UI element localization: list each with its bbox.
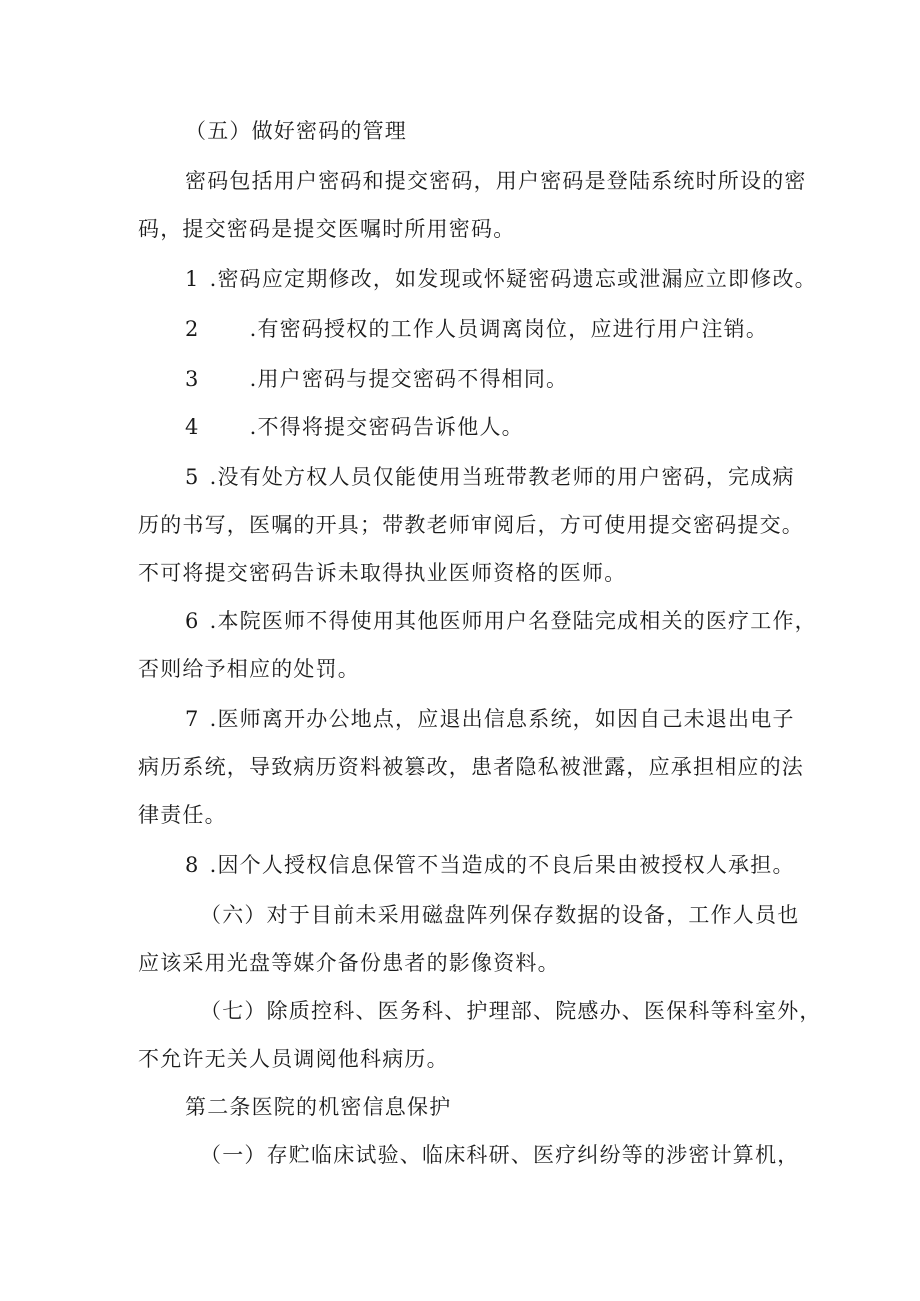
paragraph-line: 历的书写，医嘱的开具；带教老师审阅后，方可使用提交密码提交。	[138, 513, 804, 537]
article-2-item-1: （一）存贮临床试验、临床科研、医疗纠纷等的涉密计算机，	[200, 1143, 800, 1167]
item-dot: .	[209, 853, 218, 877]
item-dot: .	[209, 465, 218, 489]
paragraph-line: 律责任。	[138, 803, 227, 827]
item-number: 6	[185, 609, 200, 633]
item-text: 没有处方权人员仅能使用当班带教老师的用户密码，完成病	[217, 465, 795, 489]
paragraph-line: 码，提交密码是提交医嘱时所用密码。	[138, 217, 516, 241]
item-dot: .	[249, 367, 258, 391]
item-dot: .	[209, 267, 218, 291]
item-number: 4	[185, 415, 200, 439]
item-number: 8	[185, 853, 200, 877]
paragraph-line: 密码包括用户密码和提交密码，用户密码是登陆系统时所设的密	[185, 169, 807, 193]
item-dot: .	[249, 415, 258, 439]
item-number: 3	[185, 367, 200, 391]
item-number: 2	[185, 317, 200, 341]
paragraph-line: （七）除质控科、医务科、护理部、院感办、医保科等科室外，	[200, 999, 822, 1023]
item-number: 5	[185, 465, 200, 489]
paragraph-line: 病历系统，导致病历资料被篡改，患者隐私被泄露，应承担相应的法	[138, 755, 804, 779]
item-text: 本院医师不得使用其他医师用户名登陆完成相关的医疗工作，	[217, 609, 817, 633]
item-number: 1	[185, 267, 200, 291]
item-text: 密码应定期修改，如发现或怀疑密码遗忘或泄漏应立即修改。	[217, 267, 817, 291]
item-number: 7	[185, 707, 200, 731]
paragraph-line: 不允许无关人员调阅他科病历。	[138, 1047, 449, 1071]
item-text: 不得将提交密码告诉他人。	[257, 415, 524, 439]
item-text: 医师离开办公地点，应退出信息系统，如因自己未退出电子	[217, 707, 795, 731]
item-text: 有密码授权的工作人员调离岗位，应进行用户注销。	[257, 317, 769, 341]
article-2-heading: 第二条医院的机密信息保护	[185, 1095, 452, 1119]
item-text: 因个人授权信息保管不当造成的不良后果由被授权人承担。	[217, 853, 795, 877]
section-heading-5: （五）做好密码的管理	[185, 119, 407, 143]
item-dot: .	[209, 609, 218, 633]
item-dot: .	[249, 317, 258, 341]
paragraph-line: （六）对于目前未采用磁盘阵列保存数据的设备，工作人员也	[200, 903, 800, 927]
paragraph-line: 应该采用光盘等媒介备份患者的影像资料。	[138, 951, 560, 975]
item-text: 用户密码与提交密码不得相同。	[257, 367, 569, 391]
item-dot: .	[209, 707, 218, 731]
paragraph-line: 否则给予相应的处罚。	[138, 657, 360, 681]
paragraph-line: 不可将提交密码告诉未取得执业医师资格的医师。	[138, 561, 627, 585]
